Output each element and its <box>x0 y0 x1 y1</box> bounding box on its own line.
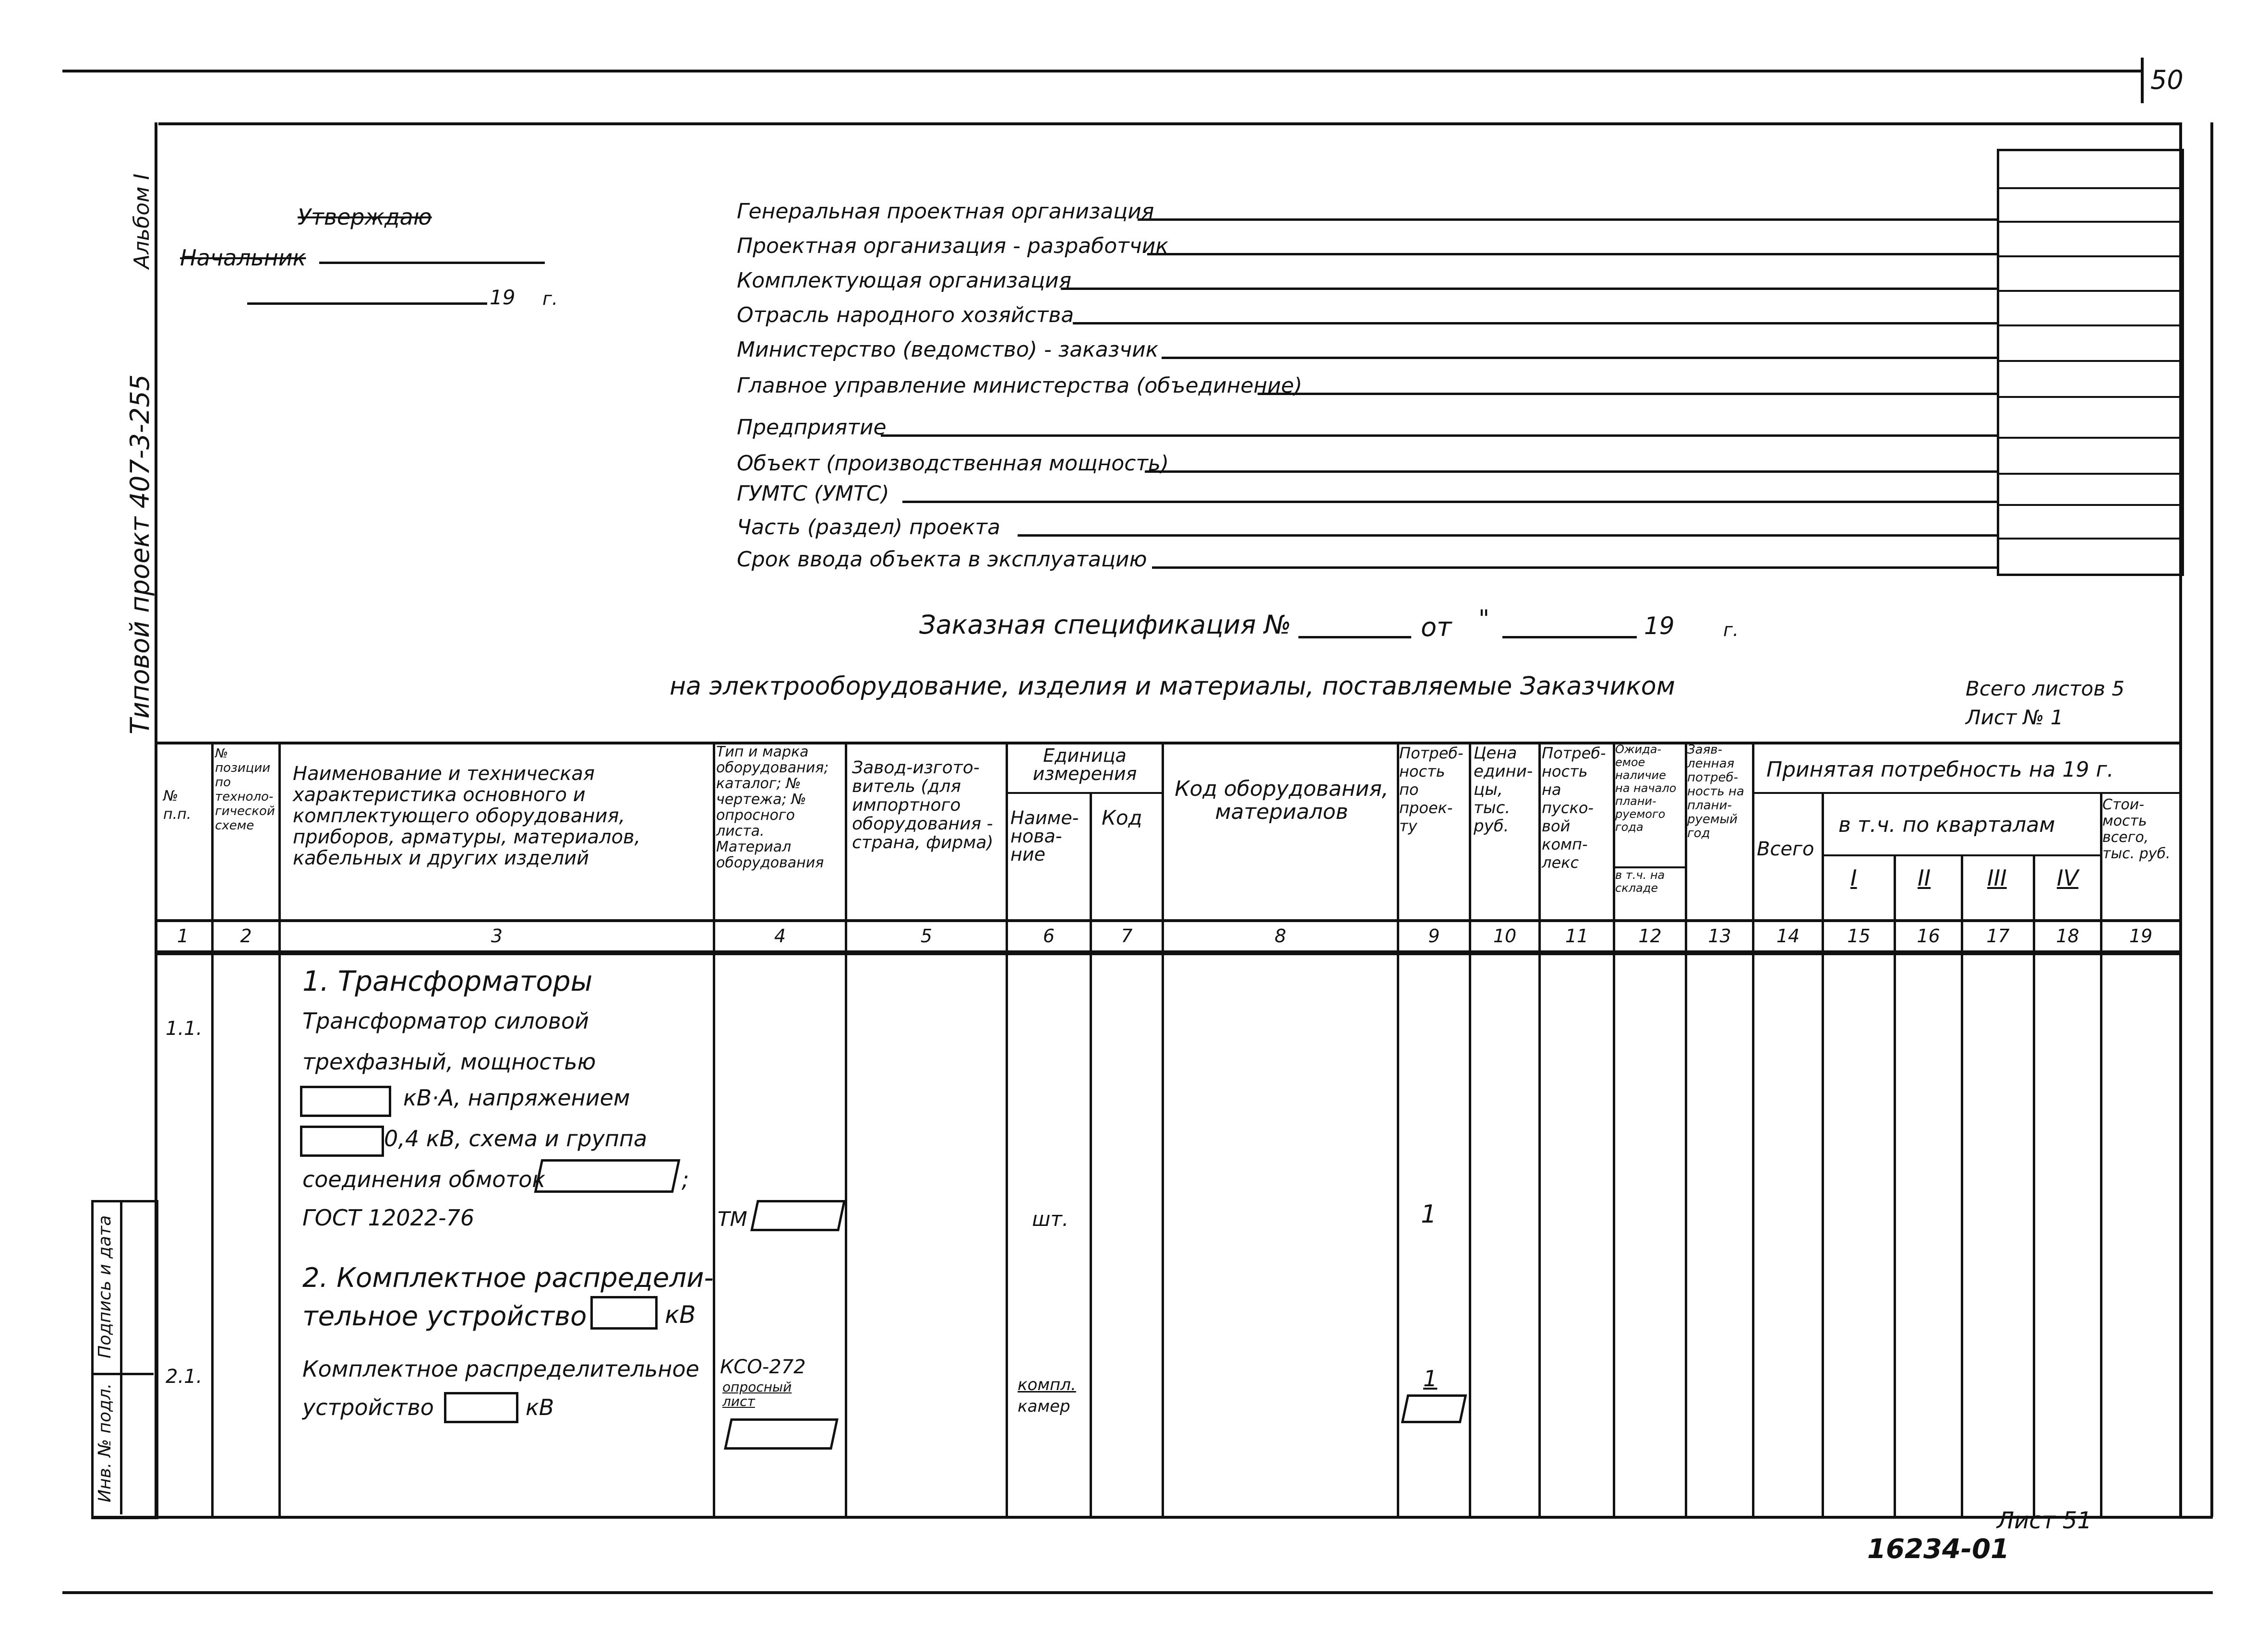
accepted-subline <box>1752 792 2182 794</box>
vcol-6 <box>1090 792 1092 1517</box>
row-2-1-kv: кВ <box>526 1394 554 1420</box>
colnum-3: 3 <box>491 925 503 947</box>
top-rule <box>62 70 2141 72</box>
org-line-8: Объект (производственная мощность) <box>737 451 1169 476</box>
section-2-line-1: 2. Комплектное распредели- <box>302 1262 714 1294</box>
row-1-1-line-5: соединения обмоток <box>302 1166 546 1192</box>
spec-title-text: Заказная спецификация № <box>919 610 1291 640</box>
org-line-3: Комплектующая организация <box>737 268 1072 293</box>
org-line-6: Главное управление министерства (объединение) <box>737 373 1303 398</box>
sheet-number: Лист № 1 <box>1966 706 2064 729</box>
footer-code: 16234-01 <box>1867 1534 2009 1565</box>
org-fill-10 <box>1018 534 1997 537</box>
colnum-16: 16 <box>1917 925 1940 947</box>
org-fill-6 <box>1258 393 1997 395</box>
row-1-1-line-4: 0,4 кВ, схема и группа <box>384 1126 648 1152</box>
row-2-1-line-1: Комплектное распределительное <box>302 1356 699 1382</box>
head-label: Начальник <box>180 245 306 271</box>
row-1-1-number: 1.1. <box>166 1018 203 1040</box>
hdr-c11: Потреб-ность на пуско-вой комп-лекс <box>1542 744 1606 872</box>
org-line-11: Срок ввода объекта в эксплуатацию <box>737 547 1147 572</box>
spec-from: от <box>1421 612 1452 642</box>
vcol-18 <box>2100 792 2102 1517</box>
album-label: Альбом I <box>130 173 154 269</box>
vcol-16 <box>1961 854 1963 1517</box>
row-2-1-number: 2.1. <box>166 1366 203 1388</box>
vcol-14 <box>1822 792 1824 1517</box>
hdr-c13: Заяв-ленная потреб-ность на плани-руемый год <box>1687 743 1744 840</box>
colnum-4: 4 <box>774 925 786 947</box>
winding-input-box <box>534 1159 681 1193</box>
hdr-c12a: Ожида-емое наличие на начало плани-руемого года <box>1615 743 1677 834</box>
hdr-q4: IV <box>2057 865 2079 891</box>
org-fill-11 <box>1152 566 1997 569</box>
section-1-title: 1. Трансформаторы <box>302 965 593 997</box>
row-2-1-line-2: устройство <box>302 1394 434 1420</box>
code-div-9 <box>1997 473 2179 475</box>
code-div-3 <box>1997 255 2179 257</box>
total-sheets: Всего листов 5 <box>1966 677 2125 700</box>
code-div-7 <box>1997 396 2179 398</box>
vcol-11 <box>1613 742 1615 1517</box>
code-div-8 <box>1997 437 2179 439</box>
date-line <box>247 302 487 305</box>
vcol-7 <box>1162 742 1164 1517</box>
org-fill-7 <box>881 434 1997 437</box>
vcol-13 <box>1752 742 1754 1517</box>
spec-date-line <box>1502 636 1637 638</box>
page-number-box-left <box>2141 58 2144 103</box>
colnum-11: 11 <box>1565 925 1589 947</box>
vcol-2 <box>278 742 281 1517</box>
org-fill-8 <box>1145 470 1997 473</box>
code-div-5 <box>1997 324 2179 326</box>
colnum-7: 7 <box>1121 925 1133 947</box>
form-frame-top <box>158 122 2182 125</box>
vcol-15 <box>1894 854 1896 1517</box>
row-1-1-line-1: Трансформатор силовой <box>302 1008 589 1034</box>
spec-quote: " <box>1478 605 1489 633</box>
row-2-1-qty: 1 <box>1423 1366 1438 1392</box>
hdr-c6: Наиме-нова-ние <box>1010 807 1079 865</box>
vcol-10 <box>1538 742 1541 1517</box>
inv-no-label: Инв. № подл. <box>95 1383 115 1502</box>
row-2-1-unit-b: камер <box>1018 1397 1070 1416</box>
hdr-c19: Стои-мость всего, тыс. руб. <box>2102 796 2171 862</box>
hdr-quarters: в т.ч. по кварталам <box>1838 813 2055 837</box>
hdr-unit: Единица измерения <box>1032 745 1137 784</box>
vcol-3 <box>713 742 715 1517</box>
org-line-1: Генеральная проектная организация <box>737 199 1154 224</box>
row-2-1-questionnaire-box <box>724 1418 839 1450</box>
vcol-1 <box>211 742 214 1517</box>
section-2-kv: кВ <box>665 1301 696 1329</box>
row-2-1-qty-box <box>1401 1394 1467 1423</box>
org-fill-2 <box>1147 253 1997 255</box>
vcol-5 <box>1006 742 1008 1517</box>
colnum-14: 14 <box>1776 925 1800 947</box>
row-1-1-line-2: трехфазный, мощностью <box>302 1049 596 1075</box>
colnum-19: 19 <box>2129 925 2153 947</box>
section-2-kv-box <box>590 1296 658 1330</box>
type-input-box <box>750 1200 846 1231</box>
spec-title <box>919 610 1291 640</box>
org-code-boxes <box>1997 149 2184 576</box>
spec-number-line <box>1298 636 1411 638</box>
code-div-10 <box>1997 504 2179 506</box>
approval-year-suffix: г. <box>542 288 558 309</box>
org-fill-3 <box>1061 288 1997 290</box>
page-number: 50 <box>2150 65 2184 95</box>
colnum-8: 8 <box>1274 925 1286 947</box>
colnum-2: 2 <box>240 925 252 947</box>
hdr-accepted: Принятая потребность на 19 г. <box>1766 757 2114 782</box>
hdr-c7: Код <box>1102 806 1142 829</box>
org-fill-5 <box>1162 357 1997 359</box>
sign-date-label: Подпись и дата <box>95 1215 115 1358</box>
spec-year: 19 <box>1644 612 1675 640</box>
colnum-5: 5 <box>920 925 933 947</box>
approve-title: Утверждаю <box>298 204 432 230</box>
footer-sheet: Лист 51 <box>1997 1507 2092 1534</box>
code-div-11 <box>1997 538 2179 540</box>
org-line-9: ГУМТС (УМТС) <box>737 481 889 506</box>
hdr-q1: I <box>1850 865 1857 891</box>
row-2-1-unit-a: компл. <box>1018 1375 1076 1394</box>
row-2-1-kv-box <box>444 1392 518 1423</box>
hdr-q3: III <box>1987 865 2007 891</box>
spec-year-suffix: г. <box>1723 619 1739 640</box>
code-div-4 <box>1997 290 2179 292</box>
form-right-ext <box>2210 122 2213 1517</box>
hdr-c3: Наименование и техническая характеристика основного и комплектующего оборудования, приборов, арматуры, материалов, кабельных и других изделий <box>293 763 641 869</box>
org-line-7: Предприятие <box>737 415 887 440</box>
vcol-4 <box>845 742 847 1517</box>
org-line-2: Проектная организация - разработчик <box>737 234 1168 258</box>
section-2-line-2: тельное устройство <box>302 1301 587 1332</box>
spec-subtitle: на электрооборудование, изделия и материалы, поставляемые Заказчиком <box>670 672 1675 701</box>
unit-subline <box>1006 792 1162 794</box>
colnum-17: 17 <box>1986 925 2010 947</box>
org-fill-1 <box>1138 218 1997 221</box>
hdr-c4: Тип и марка оборудования; каталог; № чертежа; № опросного листа. Материал оборудования <box>716 744 829 871</box>
row-1-1-line-3: кВ·А, напряжением <box>403 1085 630 1111</box>
approval-year: 19 <box>490 286 516 309</box>
hdr-c10: Цена едини-цы, тыс. руб. <box>1474 744 1533 836</box>
hdr-c1: № п.п. <box>163 788 192 823</box>
colnum-10: 10 <box>1493 925 1517 947</box>
org-line-5: Министерство (ведомство) - заказчик <box>737 337 1159 362</box>
colnum-18: 18 <box>2056 925 2079 947</box>
bottom-rule <box>62 1591 2213 1594</box>
row-1-1-type: ТМ <box>718 1207 747 1231</box>
hdr-c5: Завод-изгото-витель (для импортного оборудования - страна, фирма) <box>852 758 994 852</box>
code-div-2 <box>1997 221 2179 223</box>
code-div-6 <box>1997 360 2179 362</box>
vcol-17 <box>2033 854 2035 1517</box>
tbl-colnum-bottom <box>155 950 2182 955</box>
colnum-12: 12 <box>1638 925 1662 947</box>
colnum-9: 9 <box>1428 925 1440 947</box>
hdr-c9: Потреб-ность по проек-ту <box>1399 744 1464 835</box>
row-2-1-type-2: опросный лист <box>722 1379 792 1409</box>
margin-stamp-divider <box>120 1200 122 1514</box>
hdr-c8: Код оборудования, материалов <box>1175 777 1389 824</box>
vcol-8 <box>1397 742 1399 1517</box>
row-1-1-unit: шт. <box>1032 1207 1069 1231</box>
hdr-q2: II <box>1918 865 1931 891</box>
org-fill-4 <box>1073 322 1997 324</box>
project-label: Типовой проект 407-3-255 <box>125 374 155 734</box>
org-line-4: Отрасль народного хозяйства <box>737 303 1074 327</box>
head-signature-line <box>319 262 545 264</box>
margin-stamp-hdiv <box>91 1373 154 1375</box>
power-input-box <box>300 1086 391 1117</box>
hdr-c2: № позиции по техноло-гической схеме <box>215 746 275 833</box>
hdr-c14: Всего <box>1757 838 1814 860</box>
vcol-9 <box>1469 742 1471 1517</box>
row-2-1-type: КСО-272 <box>720 1356 806 1378</box>
tbl-header-bottom <box>155 919 2182 922</box>
colnum-6: 6 <box>1043 925 1055 947</box>
org-line-10: Часть (раздел) проекта <box>737 515 1000 540</box>
row-1-1-line-6: ГОСТ 12022-76 <box>302 1205 475 1231</box>
code-div-1 <box>1997 187 2179 189</box>
hdr-c12b: в т.ч. на складе <box>1615 868 1665 895</box>
colnum-1: 1 <box>177 925 189 947</box>
vcol-12 <box>1685 742 1687 1517</box>
tbl-top <box>155 742 2182 744</box>
row-1-1-line-5b: ; <box>682 1166 689 1192</box>
colnum-15: 15 <box>1847 925 1871 947</box>
colnum-13: 13 <box>1708 925 1731 947</box>
voltage-input-box <box>300 1126 384 1157</box>
row-1-1-qty: 1 <box>1421 1200 1437 1229</box>
org-fill-9 <box>902 501 1997 503</box>
